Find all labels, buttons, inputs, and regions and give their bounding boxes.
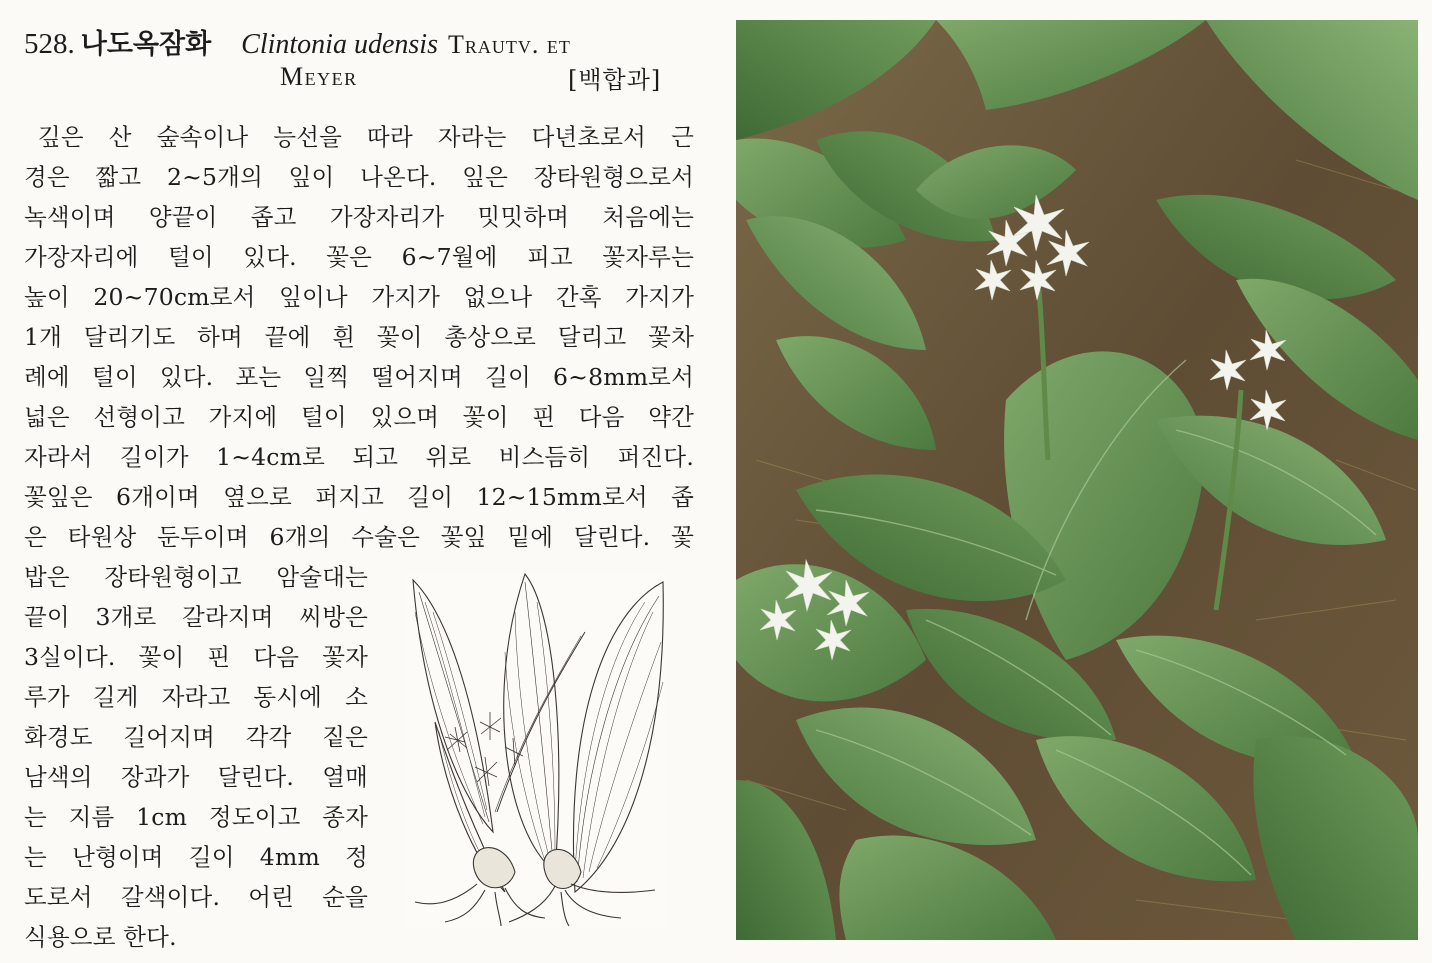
plant-photograph <box>736 20 1418 940</box>
description-line: 는 난형이며 길이 4mm 정 <box>24 843 368 871</box>
description-line: 3실이다. 꽃이 핀 다음 꽃자 <box>24 643 368 671</box>
entry-number: 528. <box>24 28 75 60</box>
description-line: 도로서 갈색이다. 어린 순을 <box>24 883 368 911</box>
author-line-1: Trautv. et <box>447 30 571 59</box>
family-name: [백합과] <box>568 66 662 94</box>
description-line: 1개 달리기도 하며 끝에 흰 꽃이 총상으로 달리고 꽃차 <box>24 323 694 351</box>
description-line: 식용으로 한다. <box>24 923 177 951</box>
scientific-name: Clintonia udensis <box>241 29 438 60</box>
description-line: 밥은 장타원형이고 암술대는 <box>24 563 368 591</box>
description-line: 가장자리에 털이 있다. 꽃은 6~7월에 피고 꽃자루는 <box>24 243 694 271</box>
description-line: 녹색이며 양끝이 좁고 가장자리가 밋밋하며 처음에는 <box>24 203 694 231</box>
entry-heading <box>24 22 684 62</box>
description-line: 화경도 길어지며 각각 짙은 <box>24 723 368 751</box>
description-line: 자라서 길이가 1~4cm로 되고 위로 비스듬히 퍼진다. <box>24 443 694 471</box>
description-line: 은 타원상 둔두이며 6개의 수술은 꽃잎 밑에 달린다. 꽃 <box>24 523 694 551</box>
description-line: 루가 길게 자라고 동시에 소 <box>24 683 368 711</box>
description-line: 례에 털이 있다. 포는 일찍 떨어지며 길이 6~8mm로서 <box>24 363 694 391</box>
botanical-illustration <box>405 572 667 928</box>
description-line: 는 지름 1cm 정도이고 종자 <box>24 803 368 831</box>
description-line: 깊은 산 숲속이나 능선을 따라 자라는 다년초로서 근 <box>38 123 694 151</box>
description-line: 넓은 선형이고 가지에 털이 있으며 꽃이 핀 다음 약간 <box>24 403 694 431</box>
description-line: 끝이 3개로 갈라지며 씨방은 <box>24 603 368 631</box>
description-line: 꽃잎은 6개이며 옆으로 퍼지고 길이 12~15mm로서 좁 <box>24 483 694 511</box>
korean-name: 나도옥잠화 <box>80 29 212 60</box>
description-line: 남색의 장과가 달린다. 열매 <box>24 763 368 791</box>
description-line: 경은 짧고 2~5개의 잎이 나온다. 잎은 장타원형으로서 <box>24 163 694 191</box>
author-line-2: Meyer <box>280 62 358 91</box>
description-line: 높이 20~70cm로서 잎이나 가지가 없으나 간혹 가지가 <box>24 283 694 311</box>
